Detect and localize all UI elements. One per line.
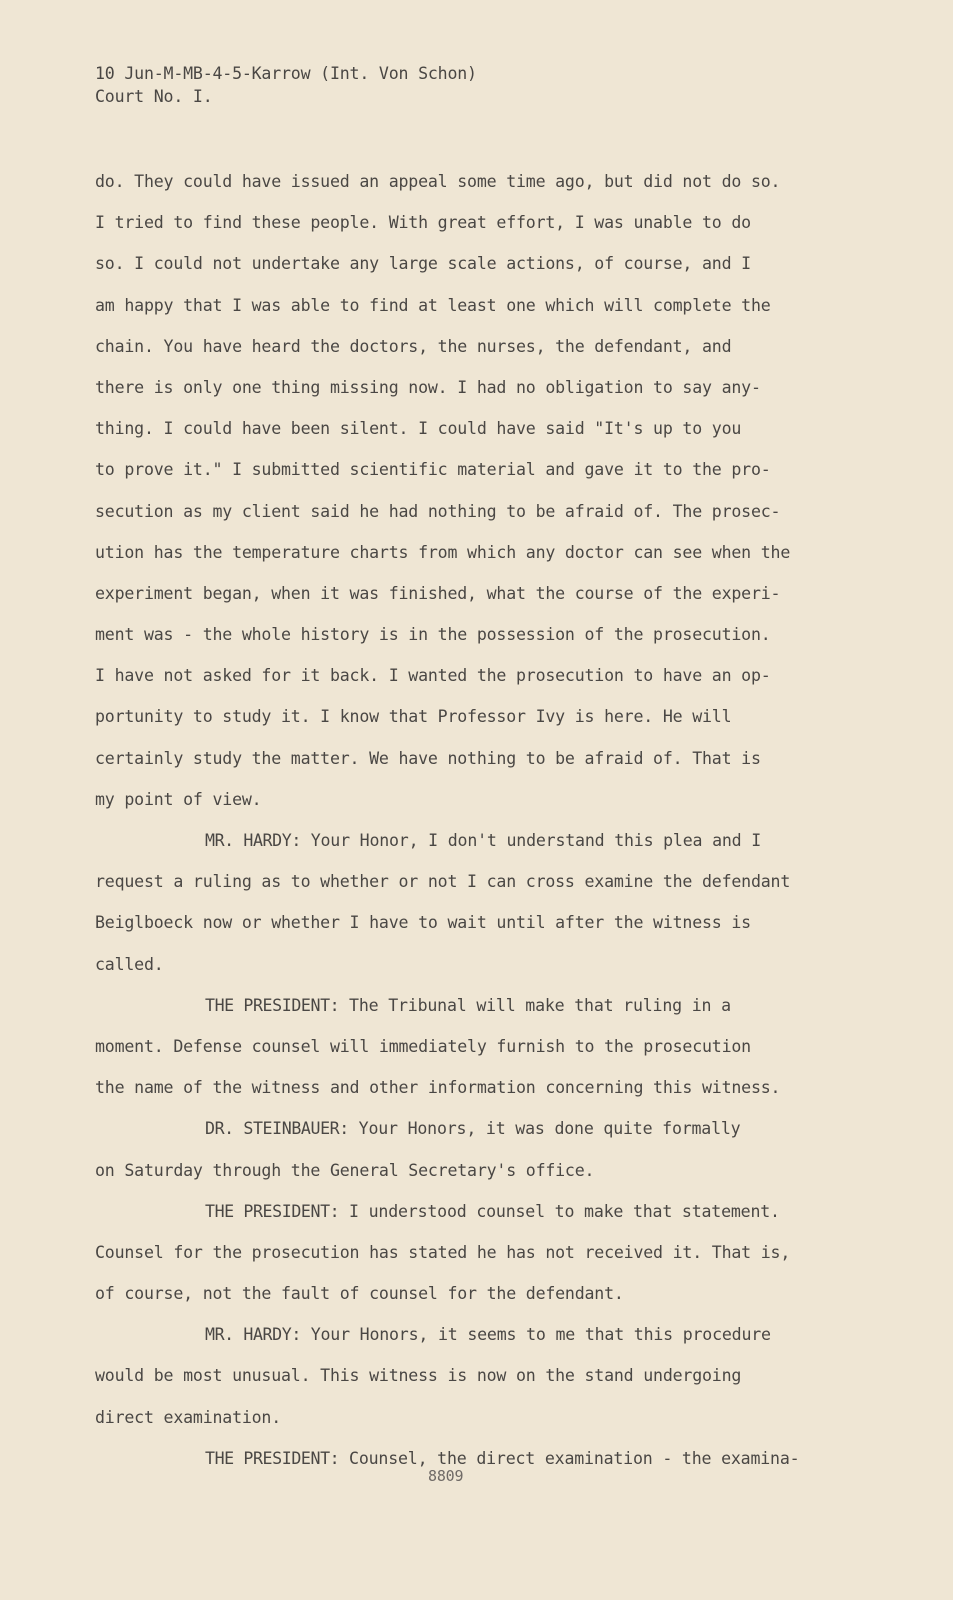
- speaker-line: [95, 985, 855, 1026]
- transcript-line: [95, 1067, 855, 1108]
- transcript-line: [95, 408, 855, 449]
- line-text: The Tribunal will make that ruling in a: [339, 995, 731, 1015]
- speaker-name: DR. STEINBAUER:: [205, 1119, 349, 1139]
- line-text: Your Honors, it was done quite formally: [348, 1119, 741, 1139]
- line-text: my point of view.: [95, 789, 262, 809]
- line-text: so. I could not undertake any large scale actions, of course, and I: [95, 254, 751, 274]
- line-text: Counsel, the direct examination - the examina-: [339, 1448, 800, 1468]
- line-text: Your Honors, it seems to me that this procedure: [300, 1325, 771, 1345]
- line-text: do. They could have issued an appeal some time ago, but did not do so.: [95, 172, 781, 191]
- line-text: request a ruling as to whether or not I can cross examine the defendant: [95, 872, 791, 892]
- header-court: Court No. I.: [95, 87, 213, 106]
- transcript-line: [95, 614, 855, 655]
- line-text: certainly study the matter. We have nothing to be afraid of. That is: [95, 748, 761, 768]
- speaker-line: [95, 1108, 855, 1149]
- transcript-line: [95, 1355, 855, 1396]
- transcript-line: [95, 1150, 855, 1191]
- line-text: of course, not the fault of counsel for the defendant.: [95, 1284, 624, 1304]
- line-text: Beiglboeck now or whether I have to wait until after the witness is: [95, 913, 751, 933]
- line-text: am happy that I was able to find at least one which will complete the: [95, 295, 771, 315]
- transcript-line: [95, 861, 855, 902]
- transcript-line: [95, 285, 855, 326]
- line-text: direct examination.: [95, 1407, 282, 1427]
- line-text: on Saturday through the General Secretary's office.: [95, 1160, 595, 1180]
- line-text: ution has the temperature charts from which any doctor can see when the: [95, 542, 791, 562]
- transcript-line: [95, 738, 855, 779]
- transcript-line: [95, 655, 855, 696]
- transcript-line: [95, 367, 855, 408]
- speaker-line: [95, 1314, 855, 1355]
- line-text: secution as my client said he had nothing to be afraid of. The prosec-: [95, 501, 781, 521]
- speaker-name: THE PRESIDENT:: [205, 995, 340, 1015]
- line-text: experiment began, when it was finished, what the course of the experi-: [95, 583, 781, 603]
- speaker-name: THE PRESIDENT:: [205, 1201, 340, 1221]
- document-header: [95, 62, 477, 108]
- line-text: I have not asked for it back. I wanted the prosecution to have an op-: [95, 666, 771, 686]
- line-text: would be most unusual. This witness is now on the stand undergoing: [95, 1366, 742, 1386]
- transcript-line: [95, 161, 855, 202]
- transcript-line: [95, 1397, 855, 1438]
- line-text: ment was - the whole history is in the possession of the prosecution.: [95, 625, 771, 645]
- speaker-name: THE PRESIDENT:: [205, 1448, 340, 1468]
- transcript-line: [95, 491, 855, 532]
- transcript-body: [95, 161, 855, 1479]
- line-text: moment. Defense counsel will immediately furnish to the prosecution: [95, 1036, 751, 1056]
- header-reference: 10 Jun-M-MB-4-5-Karrow (Int. Von Schon): [95, 64, 477, 83]
- speaker-line: [95, 1438, 855, 1479]
- line-text: Your Honor, I don't understand this plea and I: [300, 831, 762, 850]
- speaker-name: MR. HARDY:: [205, 1325, 301, 1345]
- line-text: Counsel for the prosecution has stated he has not received it. That is,: [95, 1242, 791, 1262]
- transcript-line: [95, 449, 855, 490]
- transcript-line: [95, 944, 855, 985]
- line-text: portunity to study it. I know that Professor Ivy is here. He will: [95, 707, 732, 727]
- speaker-name: MR. HARDY:: [205, 831, 301, 850]
- speaker-line: [95, 1191, 855, 1232]
- transcript-line: [95, 1273, 855, 1314]
- transcript-line: [95, 202, 855, 243]
- line-text: thing. I could have been silent. I could have said "It's up to you: [95, 419, 742, 439]
- transcript-line: [95, 573, 855, 614]
- transcript-line: [95, 779, 855, 820]
- transcript-line: [95, 902, 855, 943]
- page-number: 8809: [428, 1467, 464, 1485]
- line-text: the name of the witness and other information concerning this witness.: [95, 1078, 781, 1098]
- line-text: called.: [95, 954, 164, 974]
- line-text: chain. You have heard the doctors, the nurses, the defendant, and: [95, 336, 732, 356]
- transcript-line: [95, 532, 855, 573]
- line-text: to prove it." I submitted scientific material and gave it to the pro-: [95, 460, 771, 480]
- line-text: I understood counsel to make that statement.: [339, 1201, 780, 1221]
- line-text: there is only one thing missing now. I had no obligation to say any-: [95, 377, 761, 397]
- transcript-line: [95, 696, 855, 737]
- speaker-line: [95, 820, 855, 861]
- transcript-line: [95, 1232, 855, 1273]
- transcript-line: [95, 243, 855, 284]
- transcript-line: [95, 1026, 855, 1067]
- line-text: I tried to find these people. With great effort, I was unable to do: [95, 213, 751, 233]
- transcript-line: [95, 326, 855, 367]
